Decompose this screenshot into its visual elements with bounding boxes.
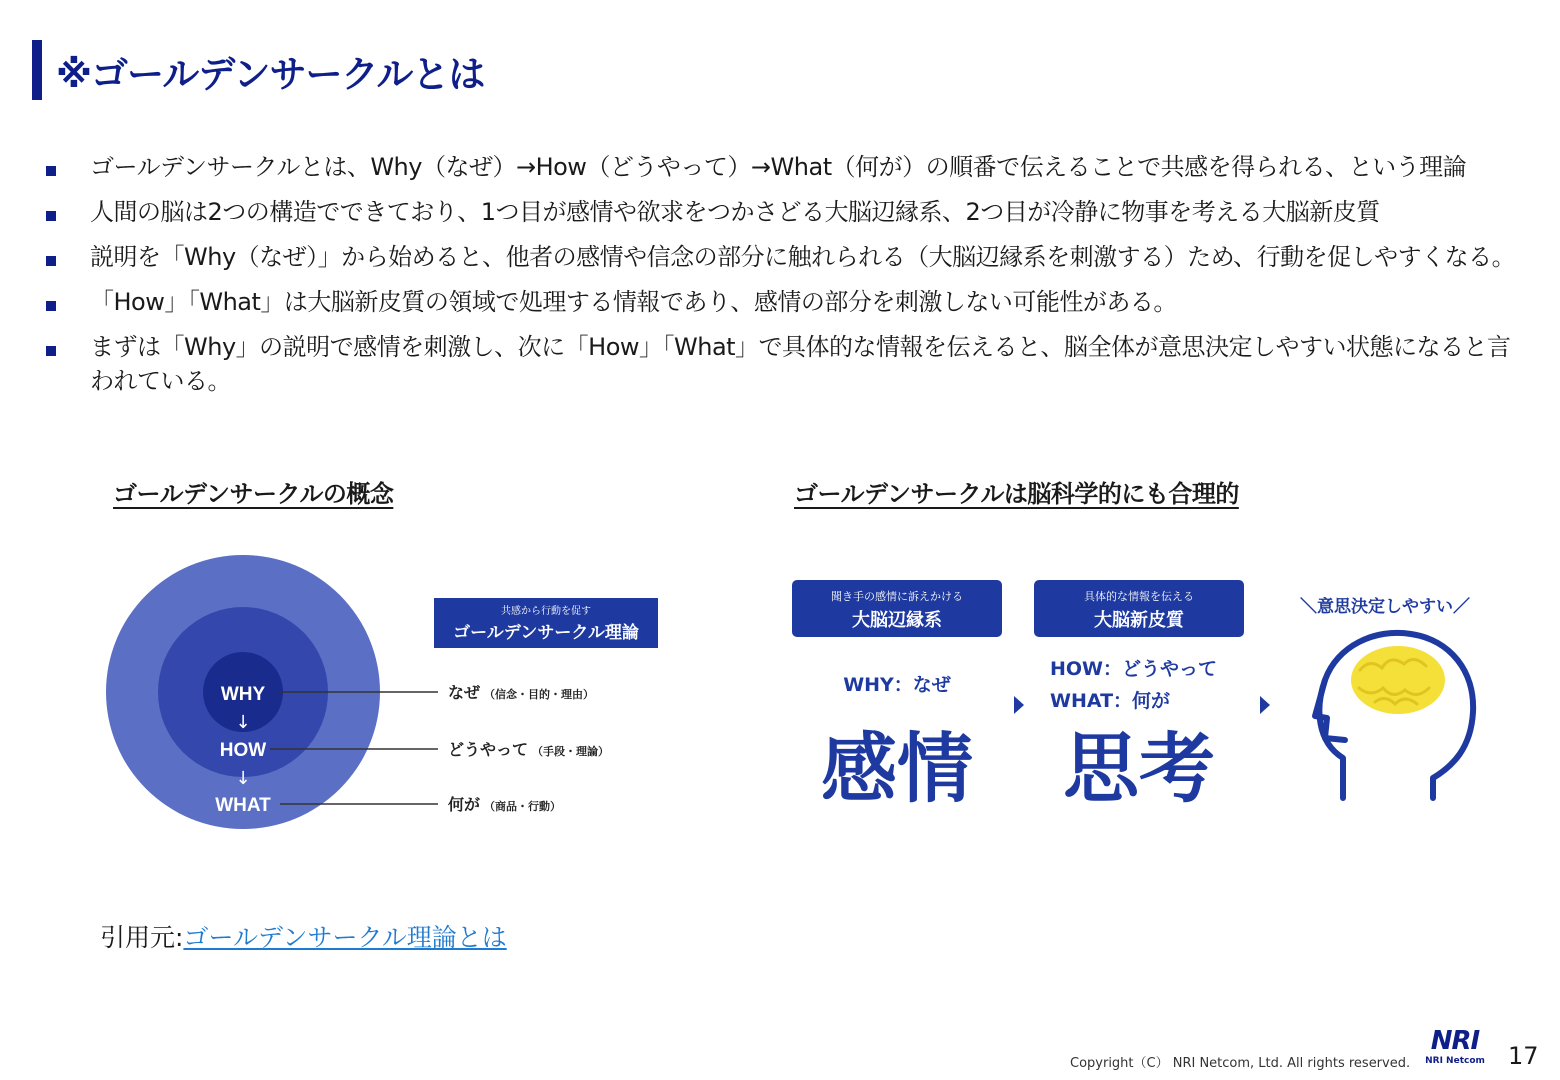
brain-science-diagram: [785, 570, 1515, 813]
citation: [100, 918, 507, 954]
head-brain-icon: [1315, 633, 1473, 798]
how-description: どうやって （手段・理論）: [448, 740, 610, 759]
list-item: 説明を「Why（なぜ）」から始めると、他者の感情や信念の部分に触れられる（大脳辺縁系を刺激する）ため、行動を促しやすくなる。: [46, 240, 1526, 274]
square-bullet-icon: [46, 166, 56, 176]
nri-logo-subtitle: NRI Netcom: [1425, 1056, 1485, 1066]
golden-circle-heading: ゴールデンサークルの概念: [113, 480, 394, 508]
list-item: まずは「Why」の説明で感情を刺激し、次に「How」「What」で具体的な情報を伝えると、脳全体が意思決定しやすい状態になると言われている。: [46, 330, 1526, 398]
how-line: HOW：どうやって: [1050, 658, 1218, 680]
citation-prefix: 引用元:: [100, 923, 184, 952]
list-item: 人間の脳は2つの構造でできており、1つ目が感情や欲求をつかさどる大脳辺縁系、2つ目が冷静に物事を考える大脳新皮質: [46, 195, 1526, 229]
bullet-list: [46, 150, 1526, 409]
square-bullet-icon: [46, 346, 56, 356]
title-accent-bar: [32, 40, 42, 100]
page-number: 17: [1508, 1042, 1539, 1070]
decision-caption: ＼意思決定しやすい／: [1300, 597, 1470, 617]
arrow-down-icon: ↓: [235, 712, 251, 733]
arrow-right-icon: [1260, 696, 1270, 714]
theory-box-title: ゴールデンサークル理論: [453, 623, 639, 643]
brain-science-heading: ゴールデンサークルは脳科学的にも合理的: [794, 480, 1239, 508]
thinking-big-text: 思考: [1063, 724, 1215, 813]
square-bullet-icon: [46, 256, 56, 266]
theory-box-subtitle: 共感から行動を促す: [501, 606, 591, 617]
neocortex-box-title: 大脳新皮質: [1094, 610, 1184, 631]
golden-circle-diagram: [100, 550, 680, 840]
limbic-box-subtitle: 聞き手の感情に訴えかける: [831, 590, 963, 603]
what-line: WHAT：何が: [1050, 690, 1171, 712]
square-bullet-icon: [46, 301, 56, 311]
arrow-down-icon: ↓: [235, 768, 251, 789]
nri-logo: [1420, 1028, 1490, 1068]
citation-link[interactable]: ゴールデンサークル理論とは: [183, 923, 507, 952]
why-description: なぜ （信念・目的・理由）: [448, 683, 595, 702]
page-title: ※ゴールデンサークルとは: [56, 53, 485, 96]
copyright-text: Copyright（C） NRI Netcom, Ltd. All rights reserved.: [1070, 1056, 1411, 1071]
list-item: ゴールデンサークルとは、Why（なぜ）→How（どうやって）→What（何が）の順番で伝えることで共感を得られる、という理論: [46, 150, 1526, 184]
what-description: 何が （商品・行動）: [448, 795, 562, 814]
how-label: HOW: [219, 740, 267, 761]
emotion-big-text: 感情: [821, 724, 973, 813]
why-line: WHY：なぜ: [843, 674, 951, 696]
arrow-right-icon: [1014, 696, 1024, 714]
square-bullet-icon: [46, 211, 56, 221]
neocortex-box-subtitle: 具体的な情報を伝える: [1084, 590, 1194, 603]
list-item: 「How」「What」は大脳新皮質の領域で処理する情報であり、感情の部分を刺激しない可能性がある。: [46, 285, 1526, 319]
limbic-box-title: 大脳辺縁系: [852, 610, 942, 631]
nri-logo-mark: NRI: [1430, 1026, 1480, 1056]
what-label: WHAT: [215, 795, 271, 816]
why-label: WHY: [220, 684, 266, 705]
